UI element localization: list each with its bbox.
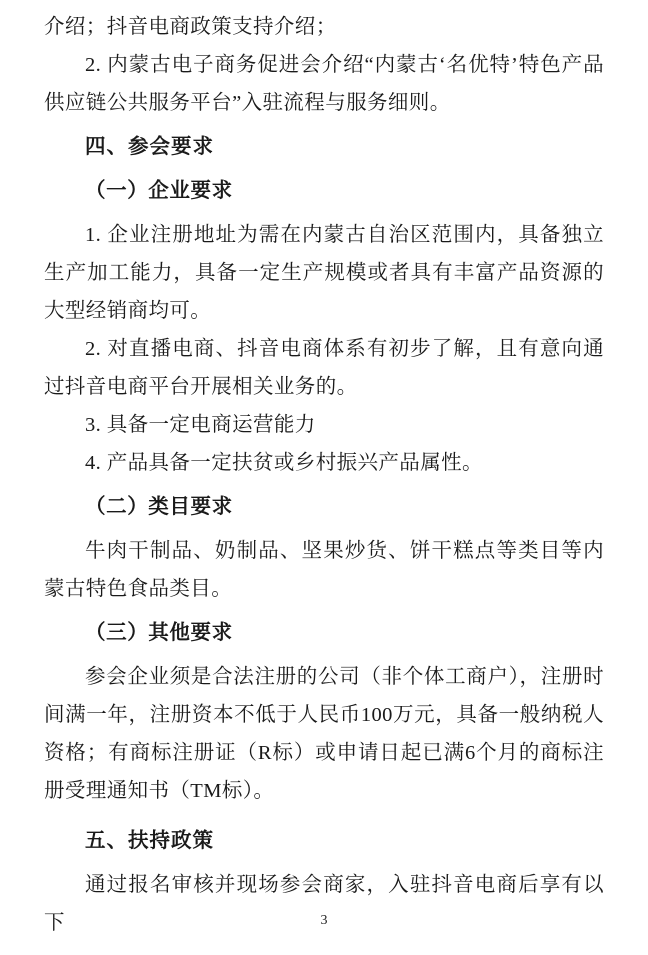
- spacer: [44, 810, 604, 822]
- section-heading-five: 五、扶持政策: [85, 830, 214, 852]
- paragraph-requirement-4: 4. 产品具备一定扶贫或乡村振兴产品属性。: [85, 452, 483, 474]
- paragraph-support-policy-intro: 通过报名审核并现场参会商家，入驻抖音电商后享有以下: [44, 874, 604, 934]
- paragraph-requirement-2: 2. 对直播电商、抖音电商体系有初步了解，且有意向通过抖音电商平台开展相关业务的。: [44, 338, 604, 398]
- paragraph-other-requirements: 参会企业须是合法注册的公司（非个体工商户），注册时间满一年，注册资本不低于人民币100万元，具备一般纳税人资格；有商标注册证（R标）或申请日起已满6个月的商标注册受理通知书（TM标）。: [44, 666, 604, 802]
- paragraph-requirement-3: 3. 具备一定电商运营能力: [85, 414, 316, 436]
- page-number: 3: [320, 913, 328, 928]
- section-heading-four: 四、参会要求: [85, 136, 214, 158]
- paragraph-category-list: 牛肉干制品、奶制品、坚果炒货、饼干糕点等类目等内蒙古特色食品类目。: [44, 540, 604, 600]
- paragraph-requirement-1: 1. 企业注册地址为需在内蒙古自治区范围内，具备独立生产加工能力，具备一定生产规模或者具有丰富产品资源的大型经销商均可。: [44, 224, 604, 322]
- paragraph-item-2-platform: 2. 内蒙古电子商务促进会介绍“内蒙古‘名优特’特色产品供应链公共服务平台”入驻流程与服务细则。: [44, 54, 604, 114]
- paragraph-intro-continuation: 介绍；抖音电商政策支持介绍；: [44, 16, 337, 38]
- subsection-heading-category-requirements: （二）类目要求: [85, 496, 233, 518]
- subsection-heading-other-requirements: （三）其他要求: [85, 622, 233, 644]
- subsection-heading-company-requirements: （一）企业要求: [85, 180, 233, 202]
